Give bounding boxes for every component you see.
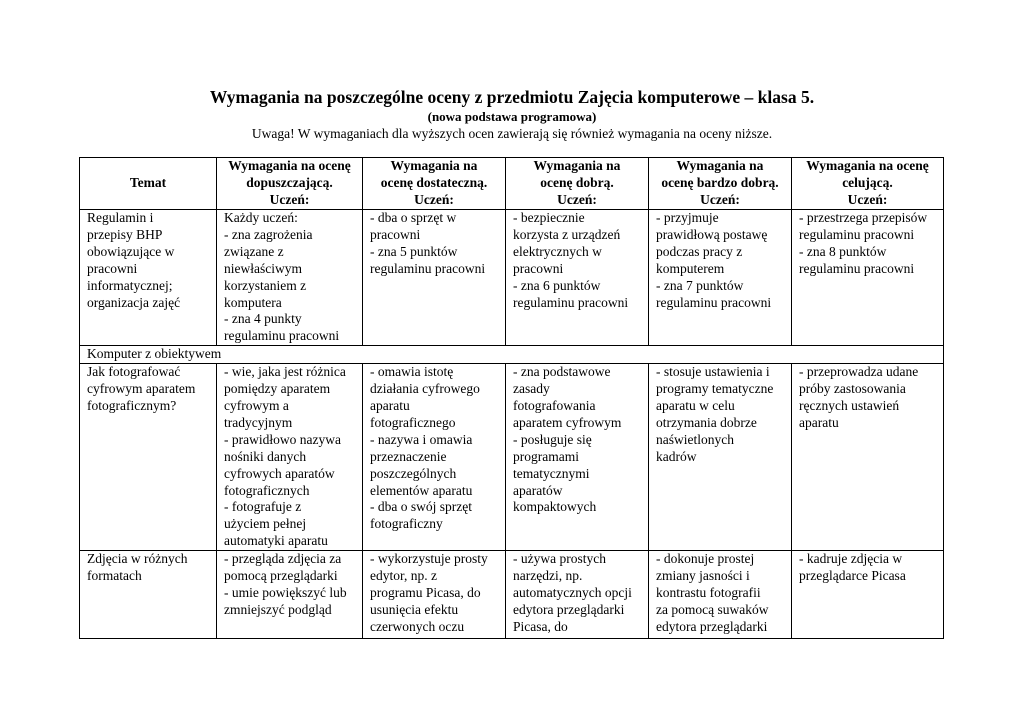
document-header <box>0 86 1024 142</box>
document-title: Wymagania na poszczególne oceny z przedmiotu Zajęcia komputerowe – klasa 5. <box>209 87 815 107</box>
row-topic: Jak fotografować cyfrowym aparatem fotograficznym? <box>80 364 217 551</box>
row-cell-dopuszczajaca <box>217 551 363 639</box>
row-cell-celujaca: - przeprowadza udane próby zastosowania ręcznych ustawień aparatu <box>792 364 944 551</box>
row-cell-text: - wykorzystuje prosty edytor, np. z programu Picasa, do usunięcia efektu czerwonych oczu <box>370 551 488 634</box>
header-dopuszczajaca: Wymagania na ocenę dopuszczającą. Uczeń: <box>217 158 363 210</box>
row-cell-text: - używa prostych narzędzi, np. automatycznych opcji edytora przeglądarki Picasa, do <box>513 551 632 634</box>
row-cell-bardzo-dobra: - przyjmuje prawidłową postawę podczas pracy z komputerem - zna 7 punktów regulaminu pracowni <box>649 210 792 346</box>
table-row <box>80 364 944 551</box>
row-cell-dobra: - zna podstawowe zasady fotografowania aparatem cyfrowym - posługuje się programami tematycznymi aparatów kompaktowych <box>506 364 649 551</box>
row-cell-dobra: - bezpiecznie korzysta z urządzeń elektrycznych w pracowni - zna 6 punktów regulaminu pracowni <box>506 210 649 346</box>
row-cell-dostateczna: - omawia istotę działania cyfrowego aparatu fotograficznego - nazywa i omawia przeznaczenie poszczególnych elementów aparatu - dba o swój sprzęt fotograficzny <box>363 364 506 551</box>
row-cell-bardzo-dobra: - stosuje ustawienia i programy tematyczne aparatu w celu otrzymania dobrze naświetlonych kadrów <box>649 364 792 551</box>
row-cell-bardzo-dobra <box>649 551 792 639</box>
requirements-table <box>79 157 944 639</box>
table-row <box>80 551 944 639</box>
row-topic: Regulamin i przepisy BHP obowiązujące w pracowni informatycznej; organizacja zajęć <box>80 210 217 346</box>
row-cell-dostateczna: - dba o sprzęt w pracowni - zna 5 punktów regulaminu pracowni <box>363 210 506 346</box>
row-cell-text: - dokonuje prostej zmiany jasności i kontrastu fotografii za pomocą suwaków edytora przeglądarki <box>656 551 769 634</box>
header-bardzo-dobra: Wymagania na ocenę bardzo dobrą. Uczeń: <box>649 158 792 210</box>
header-temat: Temat <box>80 158 217 210</box>
header-dostateczna: Wymagania na ocenę dostateczną. Uczeń: <box>363 158 506 210</box>
row-cell-dobra <box>506 551 649 639</box>
document-note: Uwaga! W wymaganiach dla wyższych ocen zawierają się również wymagania na oceny niższe. <box>251 126 773 141</box>
section-row <box>80 346 944 364</box>
row-cell-dopuszczajaca: - wie, jaka jest różnica pomiędzy aparatem cyfrowym a tradycyjnym - prawidłowo nazywa nośniki danych cyfrowych aparatów fotograficznych - fotografuje z użyciem pełnej automatyki aparatu <box>217 364 363 551</box>
header-celujaca: Wymagania na ocenę celującą. Uczeń: <box>792 158 944 210</box>
section-label: Komputer z obiektywem <box>80 346 944 364</box>
row-cell-text: - przegląda zdjęcia za pomocą przeglądarki - umie powiększyć lub zmniejszyć podgląd <box>224 551 347 617</box>
row-cell-celujaca: - przestrzega przepisów regulaminu pracowni - zna 8 punktów regulaminu pracowni <box>792 210 944 346</box>
table-header-row <box>80 158 944 210</box>
row-cell-dostateczna <box>363 551 506 639</box>
document-subtitle: (nowa podstawa programowa) <box>427 109 597 124</box>
row-cell-celujaca <box>792 551 944 639</box>
row-cell-dopuszczajaca: Każdy uczeń: - zna zagrożenia związane z niewłaściwym korzystaniem z komputera - zna 4 punkty regulaminu pracowni <box>217 210 363 346</box>
table-row <box>80 210 944 346</box>
row-topic <box>80 551 217 639</box>
row-topic-text: Zdjęcia w różnych formatach <box>87 551 188 584</box>
header-dobra: Wymagania na ocenę dobrą. Uczeń: <box>506 158 649 210</box>
row-cell-text: - kadruje zdjęcia w przeglądarce Picasa <box>799 551 906 584</box>
